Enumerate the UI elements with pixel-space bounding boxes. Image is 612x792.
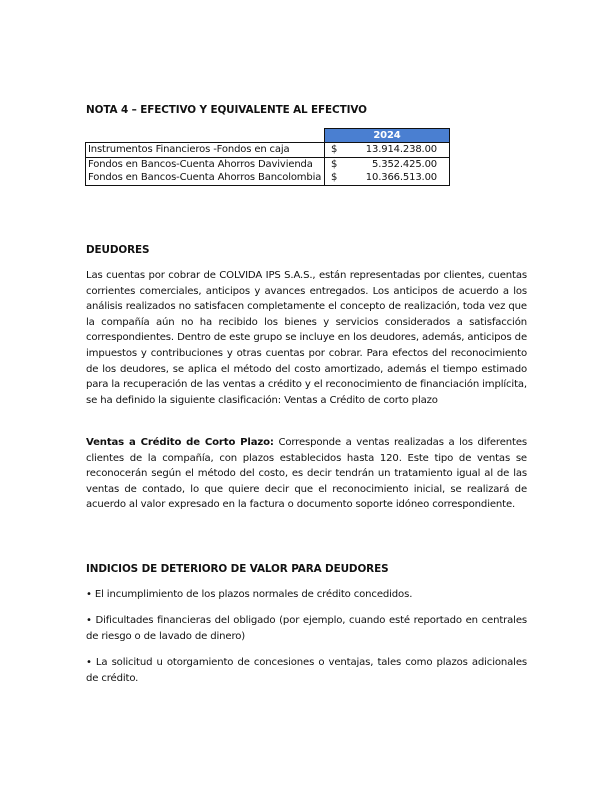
- row-label: Fondos en Bancos-Cuenta Ahorros Bancolombia: [86, 171, 325, 185]
- table-row: [86, 171, 450, 185]
- list-item: • Dificultades financieras del obligado (por ejemplo, cuando esté reportado en centrales de riesgo o de lavado de dinero): [86, 615, 527, 642]
- row-amount: 13.914.238.00: [355, 143, 450, 157]
- list-item: • El incumplimiento de los plazos normales de crédito concedidos.: [86, 589, 413, 600]
- row-currency: $: [325, 171, 356, 185]
- ventas-credito-paragraph: [86, 435, 527, 513]
- deudores-heading: DEUDORES: [86, 244, 150, 256]
- ventas-credito-text: Corresponde a ventas realizadas a los diferentes clientes de la compañía, con plazos establecidos hasta 120. Este tipo de ventas se reconocerán según el método del costo, es decir tendrán un tratamiento igual al de las ventas de contado, lo que quiere decir que el reconocimiento inicial, se realizará de acuerdo al valor expresado en la factura o documento soporte idóneo correspondiente.: [86, 437, 527, 511]
- indicios-heading: INDICIOS DE DETERIORO DE VALOR PARA DEUDORES: [86, 563, 389, 575]
- list-item: • La solicitud u otorgamiento de concesiones o ventajas, tales como plazos adicionales de crédito.: [86, 657, 527, 684]
- row-amount: 10.366.513.00: [355, 171, 450, 185]
- row-label: Fondos en Bancos-Cuenta Ahorros Davivienda: [86, 157, 325, 171]
- row-currency: $: [325, 143, 356, 157]
- deudores-paragraph: Las cuentas por cobrar de COLVIDA IPS S.A.S., están representadas por clientes, cuentas corrientes comerciales, anticipos y avances entregados. Los anticipos de acuerdo a los análisis realizados no satisfacen completamente el concepto de realización, toda vez que la compañía aún no ha recibido los bienes y servicios considerados a satisfacción correspondientes. Dentro de este grupo se incluye en los deudores, además, anticipos de impuestos y contribuciones y otras cuentas por cobrar. Para efectos del reconocimiento de los deudores, se aplica el método del costo amortizado, además el tiempo estimado para la recuperación de las ventas a crédito y el reconocimiento de financiación implícita, se ha definido la siguiente clasificación: Ventas a Crédito de corto plazo: [86, 270, 527, 406]
- cash-table: [85, 128, 450, 186]
- row-label: Instrumentos Financieros -Fondos en caja: [86, 143, 325, 157]
- year-header: 2024: [325, 129, 450, 143]
- row-amount: 5.352.425.00: [355, 157, 450, 171]
- table-row: [86, 157, 450, 171]
- table-header-row: [86, 129, 450, 143]
- row-currency: $: [331, 158, 338, 170]
- table-row: [86, 143, 450, 157]
- nota4-heading: NOTA 4 – EFECTIVO Y EQUIVALENTE AL EFECTIVO: [86, 104, 367, 116]
- ventas-credito-label: Ventas a Crédito de Corto Plazo:: [86, 437, 274, 448]
